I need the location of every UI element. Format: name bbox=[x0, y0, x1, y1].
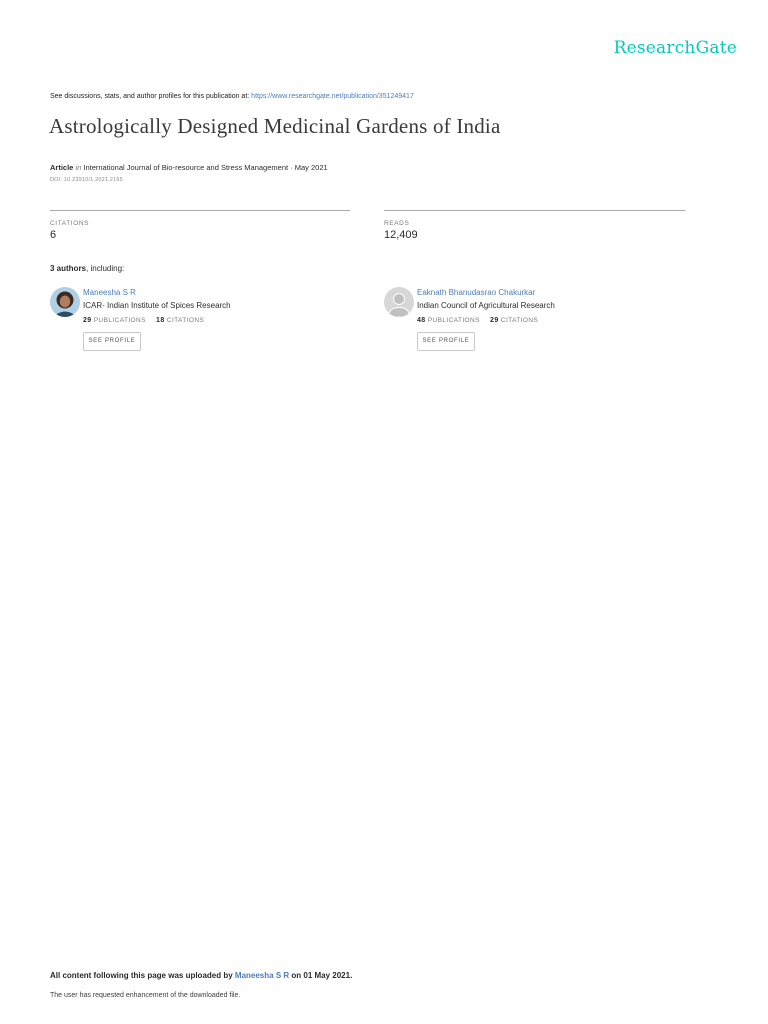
citations-value: 6 bbox=[50, 229, 57, 241]
journal-name: International Journal of Bio-resource and Stress Management · May 2021 bbox=[83, 163, 328, 172]
author-citations-count: 29 bbox=[490, 317, 499, 324]
author-citations-count: 18 bbox=[156, 317, 165, 324]
authors-count: 3 authors bbox=[50, 264, 87, 273]
upload-note bbox=[50, 971, 352, 980]
publication-note bbox=[50, 93, 414, 100]
see-profile-button[interactable]: SEE PROFILE bbox=[83, 332, 141, 351]
authors-heading-rest: , including: bbox=[86, 264, 125, 273]
person-photo-icon bbox=[50, 287, 80, 317]
authors-heading bbox=[50, 264, 124, 273]
author-affiliation: ICAR- Indian Institute of Spices Research bbox=[83, 301, 231, 310]
author-avatar-placeholder[interactable] bbox=[384, 287, 414, 317]
author-publications-label: PUBLICATIONS bbox=[93, 317, 146, 324]
upload-note-suffix: on 01 May 2021. bbox=[289, 971, 353, 980]
uploader-link[interactable]: Maneesha S R bbox=[234, 971, 290, 980]
person-silhouette-icon bbox=[384, 287, 414, 317]
publication-url-link[interactable]: https://www.researchgate.net/publication/351249417 bbox=[251, 93, 414, 100]
article-meta-line bbox=[50, 163, 328, 172]
author-card bbox=[50, 286, 350, 356]
publication-note-text: See discussions, stats, and author profiles for this publication at: bbox=[50, 93, 252, 100]
author-avatar-photo[interactable] bbox=[50, 287, 80, 317]
author-stats bbox=[417, 317, 538, 324]
researchgate-logo[interactable]: ResearchGate bbox=[613, 38, 737, 58]
citations-label: CITATIONS bbox=[50, 220, 90, 227]
author-stats bbox=[83, 317, 204, 324]
article-type-label: Article bbox=[50, 163, 74, 172]
see-profile-button[interactable]: SEE PROFILE bbox=[417, 332, 475, 351]
author-name-link[interactable]: Eaknath Bhanudasrao Chakurkar bbox=[417, 288, 536, 297]
reads-value: 12,409 bbox=[384, 229, 418, 241]
doi-text: DOI: 10.23910/1.2021.2165 bbox=[50, 177, 123, 183]
author-publications-label: PUBLICATIONS bbox=[427, 317, 480, 324]
page-title: Astrologically Designed Medicinal Gardens of India bbox=[49, 114, 501, 138]
divider-left bbox=[50, 210, 350, 211]
author-affiliation: Indian Council of Agricultural Research bbox=[417, 301, 555, 310]
upload-note-prefix: All content following this page was uploaded by bbox=[50, 971, 235, 980]
author-publications-count: 48 bbox=[417, 317, 426, 324]
author-name-link[interactable]: Maneesha S R bbox=[83, 288, 136, 297]
divider-right bbox=[384, 210, 685, 211]
author-citations-label: CITATIONS bbox=[500, 317, 539, 324]
author-publications-count: 29 bbox=[83, 317, 92, 324]
author-citations-label: CITATIONS bbox=[166, 317, 205, 324]
author-card bbox=[384, 286, 684, 356]
article-in-word: in bbox=[75, 163, 82, 172]
reads-label: READS bbox=[384, 220, 410, 227]
enhancement-note: The user has requested enhancement of the downloaded file. bbox=[50, 992, 241, 999]
